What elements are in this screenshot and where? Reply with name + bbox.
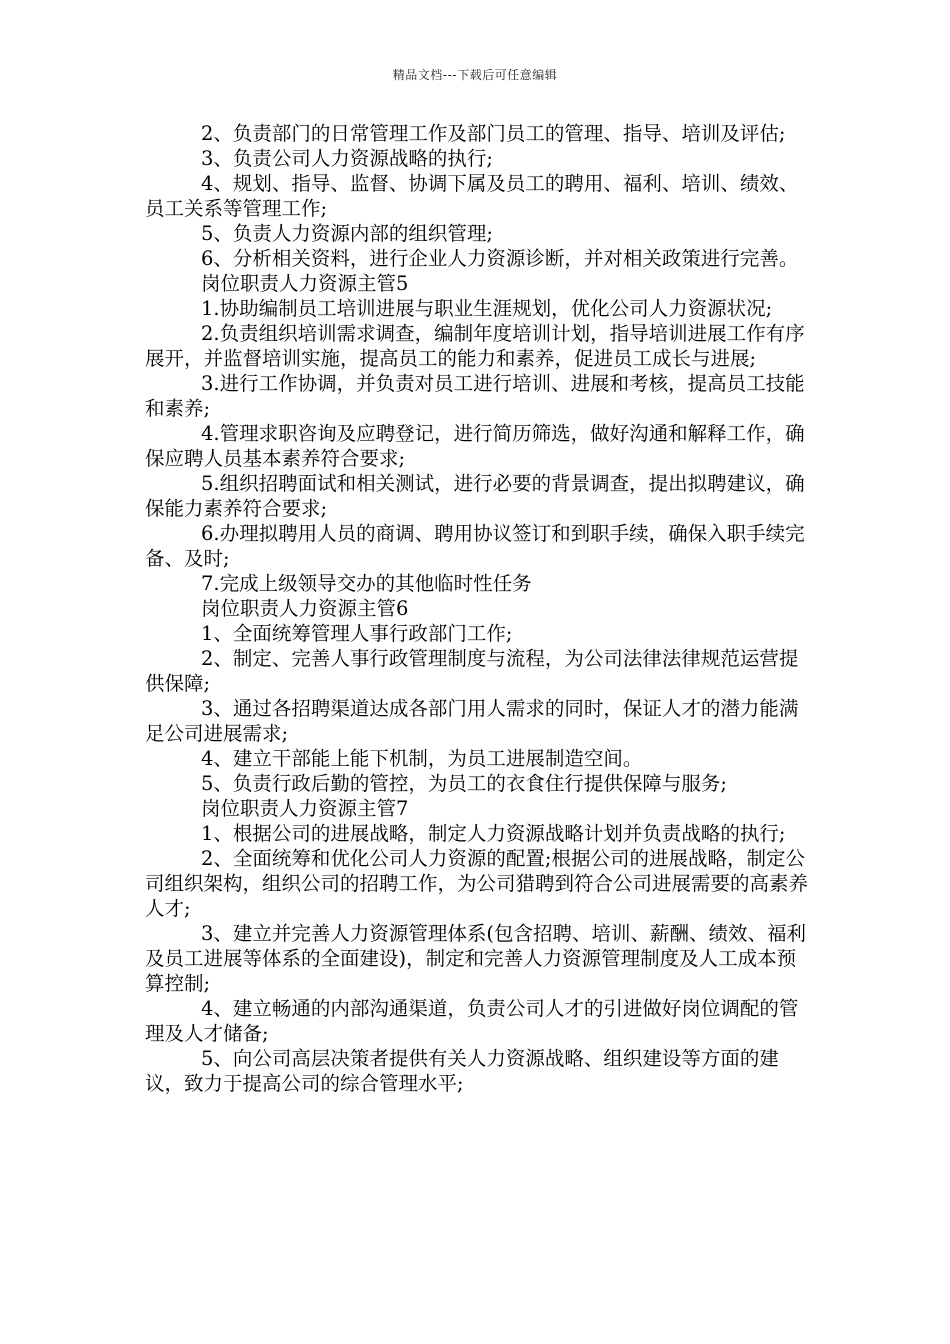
paragraph: 5、向公司高层决策者提供有关人力资源战略、组织建设等方面的建议，致力于提高公司的综合管理水平; bbox=[145, 1047, 779, 1095]
paragraph: 4、规划、指导、监督、协调下属及员工的聘用、福利、培训、绩效、员工关系等管理工作; bbox=[145, 172, 799, 220]
section-heading: 岗位职责人力资源主管7 bbox=[201, 797, 409, 820]
paragraph: 5、负责人力资源内部的组织管理; bbox=[201, 222, 493, 245]
paragraph: 6.办理拟聘用人员的商调、聘用协议签订和到职手续，确保入职手续完备、及时; bbox=[145, 522, 805, 570]
paragraph: 3、负责公司人力资源战略的执行; bbox=[201, 147, 493, 170]
paragraph: 5.组织招聘面试和相关测试，进行必要的背景调查，提出拟聘建议，确保能力素养符合要求; bbox=[145, 472, 805, 520]
paragraph: 2、全面统筹和优化公司人力资源的配置;根据公司的进展战略，制定公司组织架构，组织公司的招聘工作，为公司猎聘到符合公司进展需要的高素养人才; bbox=[145, 847, 809, 920]
paragraph: 2.负责组织培训需求调查，编制年度培训计划，指导培训进展工作有序展开，并监督培训实施，提高员工的能力和素养，促进员工成长与进展; bbox=[145, 322, 805, 370]
paragraph: 1、根据公司的进展战略，制定人力资源战略计划并负责战略的执行; bbox=[201, 822, 786, 845]
paragraph: 5、负责行政后勤的管控，为员工的衣食住行提供保障与服务; bbox=[201, 772, 727, 795]
section-heading: 岗位职责人力资源主管5 bbox=[201, 272, 409, 295]
paragraph: 1、全面统筹管理人事行政部门工作; bbox=[201, 622, 513, 645]
paragraph: 3、建立并完善人力资源管理体系(包含招聘、培训、薪酬、绩效、福利及员工进展等体系的全面建设)，制定和完善人力资源管理制度及人工成本预算控制; bbox=[145, 922, 807, 995]
paragraph: 2、负责部门的日常管理工作及部门员工的管理、指导、培训及评估; bbox=[201, 122, 786, 145]
paragraph: 4、建立畅通的内部沟通渠道，负责公司人才的引进做好岗位调配的管理及人才储备; bbox=[145, 997, 799, 1045]
paragraph: 1.协助编制员工培训进展与职业生涯规划，优化公司人力资源状况; bbox=[201, 297, 773, 320]
paragraph: 4、建立干部能上能下机制，为员工进展制造空间。 bbox=[201, 747, 643, 770]
page-header: 精品文档---下载后可任意编辑 bbox=[392, 68, 558, 82]
paragraph: 6、分析相关资料，进行企业人力资源诊断，并对相关政策进行完善。 bbox=[201, 247, 799, 270]
document-body bbox=[145, 121, 813, 1096]
paragraph: 2、制定、完善人事行政管理制度与流程，为公司法律法律规范运营提供保障; bbox=[145, 647, 799, 695]
paragraph: 3、通过各招聘渠道达成各部门用人需求的同时，保证人才的潜力能满足公司进展需求; bbox=[145, 697, 799, 745]
paragraph: 4.管理求职咨询及应聘登记，进行简历筛选，做好沟通和解释工作，确保应聘人员基本素养符合要求; bbox=[145, 422, 805, 470]
paragraph: 7.完成上级领导交办的其他临时性任务 bbox=[201, 572, 532, 595]
paragraph: 3.进行工作协调，并负责对员工进行培训、进展和考核，提高员工技能和素养; bbox=[145, 372, 805, 420]
section-heading: 岗位职责人力资源主管6 bbox=[201, 597, 409, 620]
